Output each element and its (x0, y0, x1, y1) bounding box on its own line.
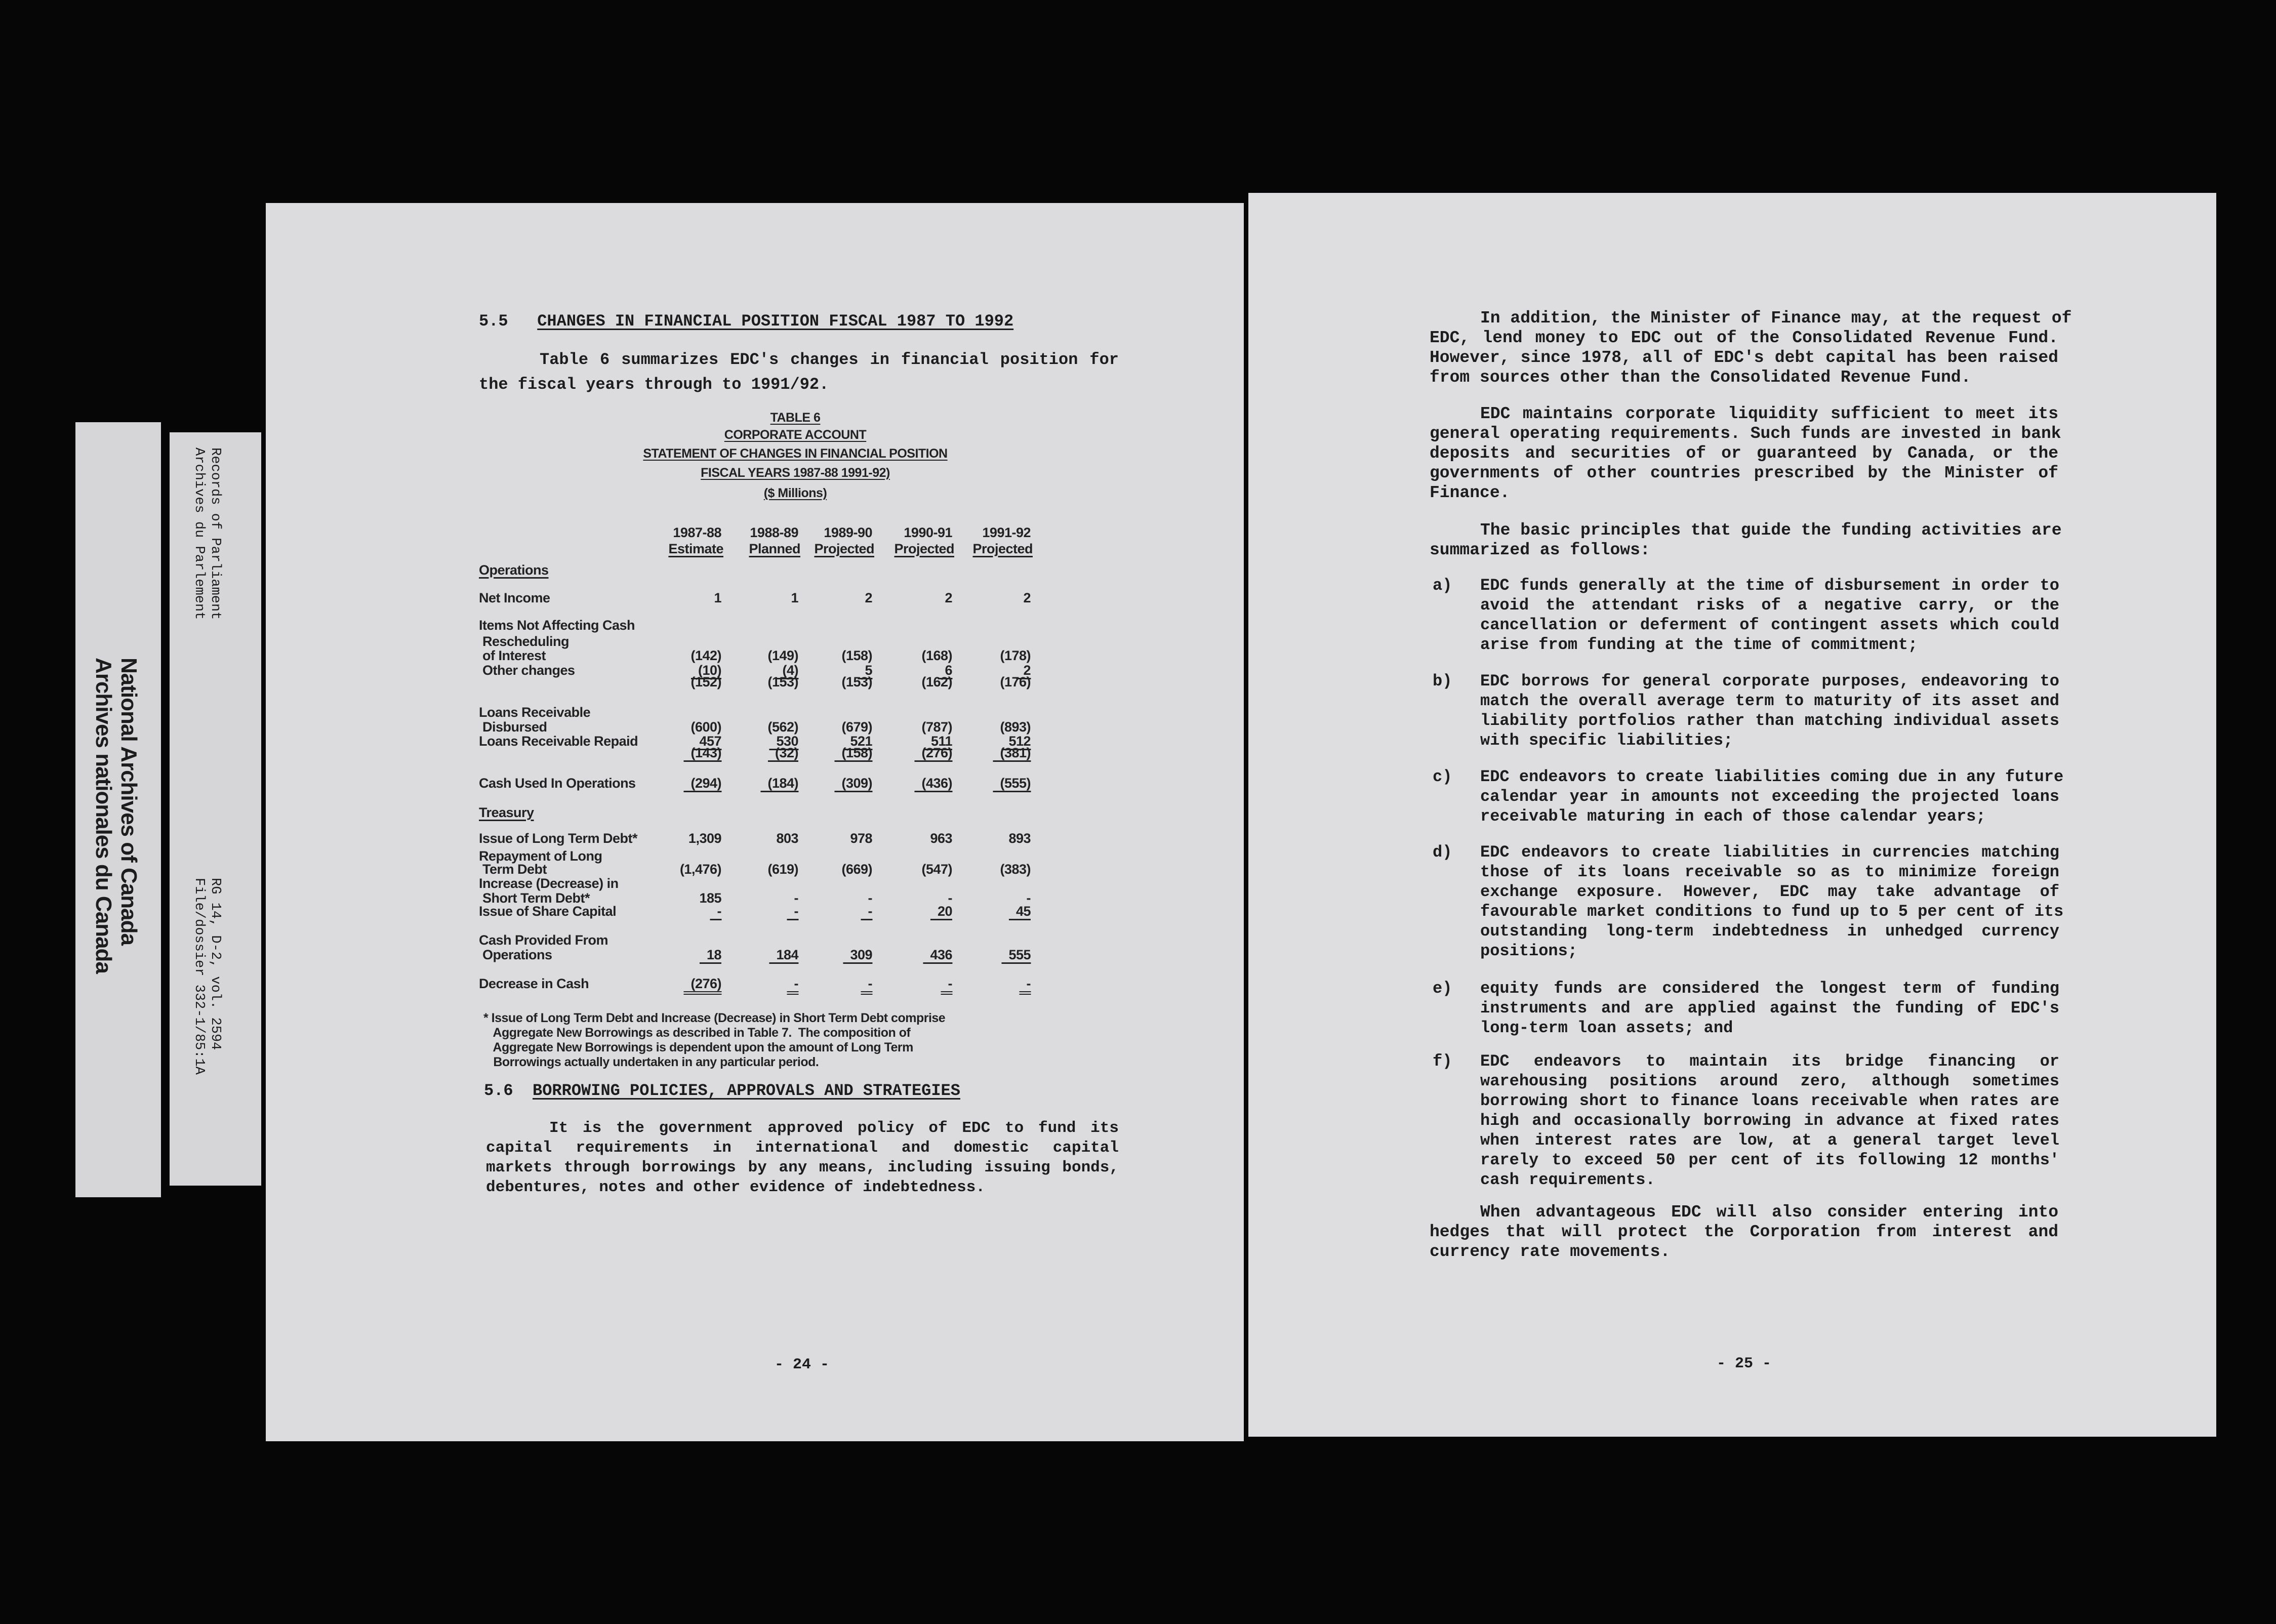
list-text (1480, 671, 2059, 750)
table-cell: 893 (1008, 831, 1031, 846)
records-en: Records of Parliament (208, 448, 223, 620)
policy-paragraph (486, 1118, 1119, 1197)
text-line: favourable market conditions to fund up to 5 per cent of its (1480, 902, 2064, 921)
table-cell: (294) (683, 776, 721, 792)
text-line: EDC funds generally at the time of disbursement in order to (1480, 576, 2059, 595)
table-title-line: CORPORATE ACCOUNT (724, 428, 867, 442)
table-cell: (152) (690, 674, 721, 689)
text-line: The basic principles that guide the funding activities are (1480, 521, 2062, 540)
text-line: long-term loan assets; and (1480, 1019, 1733, 1037)
table-row-label: Issue of Share Capital (479, 904, 617, 919)
table-cell: - (787, 904, 799, 920)
table-row-label: Issue of Long Term Debt* (479, 831, 638, 846)
table-cell: 309 (843, 947, 872, 964)
table-cell: (153) (841, 674, 872, 689)
table-row-label: Cash Used In Operations (479, 776, 636, 791)
column-status: Projected (814, 541, 874, 556)
section-title: BORROWING POLICIES, APPROVALS AND STRATEGIES (533, 1081, 960, 1100)
text-line: with specific liabilities; (1480, 731, 1733, 750)
table-cell: - (1026, 890, 1031, 906)
text-line: EDC endeavors to create liabilities in currencies matching (1480, 843, 2059, 862)
table-cell: (168) (921, 648, 952, 663)
table-row-label: of Interest (479, 648, 546, 663)
table-cell: - (861, 976, 873, 995)
column-year: 1987-88 (673, 525, 721, 540)
reference-file: File/dossier 332-1/85:1A (191, 878, 207, 1075)
text-line: cash requirements. (1480, 1170, 1655, 1189)
table-row-label: Loans Receivable (479, 705, 591, 720)
table-row-label: Items Not Affecting Cash (479, 618, 635, 633)
table-row-label: Short Term Debt* (479, 890, 590, 906)
table-cell: 2 (945, 590, 952, 605)
table-cell: (176) (1000, 674, 1031, 689)
list-marker: c) (1433, 767, 1452, 786)
table-cell: (158) (841, 648, 872, 663)
table-cell: - (794, 890, 798, 906)
table-cell: (893) (1000, 719, 1031, 735)
text-line: general operating requirements. Such funds are invested in bank (1430, 424, 2061, 443)
text-line: high and occasionally borrowing in advance at fixed rates (1480, 1111, 2059, 1130)
table-cell: (436) (914, 776, 952, 792)
table-cell: 803 (776, 831, 798, 846)
reference-label (191, 878, 223, 1075)
text-line: EDC endeavors to create liabilities coming due in any future (1480, 767, 2064, 786)
text-line: calendar year in amounts not exceeding the projected loans (1480, 787, 2059, 806)
table-row-label: Disbursed (479, 719, 547, 735)
text-line: instruments and are applied against the funding of EDC's (1480, 999, 2059, 1018)
list-text (1480, 842, 2064, 961)
page-number: - 24 - (775, 1356, 830, 1373)
text-line: Finance. (1430, 483, 1510, 502)
table-cell: (276) (914, 745, 952, 762)
table-cell: (10) (691, 663, 721, 679)
table-title-line: STATEMENT OF CHANGES IN FINANCIAL POSITION (643, 446, 948, 461)
text-line: when interest rates are low, at a general target level (1480, 1131, 2059, 1150)
table-cell: (383) (1000, 862, 1031, 877)
text-line: receivable maturing in each of those calendar years; (1480, 807, 1986, 826)
table-cell: 512 (1001, 734, 1031, 750)
table-cell: (184) (760, 776, 798, 792)
table-cell: (619) (767, 862, 798, 877)
table-cell: 511 (924, 734, 952, 750)
column-year: 1990-91 (904, 525, 952, 540)
section-number: 5.5 (479, 312, 508, 331)
table-cell: (381) (993, 745, 1031, 762)
text-line: It is the government approved policy of EDC to fund its (549, 1119, 1119, 1137)
column-status: Estimate (668, 541, 723, 556)
section-5-6-heading (484, 1081, 960, 1100)
text-line: from sources other than the Consolidated Revenue Fund. (1430, 368, 1971, 387)
text-line: hedges that will protect the Corporation from interest and (1430, 1223, 2058, 1241)
text-line: EDC, lend money to EDC out of the Consolidated Revenue Fund. (1430, 329, 2058, 347)
text-line: equity funds are considered the longest term of funding (1480, 979, 2059, 998)
text-line: warehousing positions around zero, although sometimes (1480, 1072, 2059, 1090)
text-line: In addition, the Minister of Finance may, at the request of (1480, 309, 2072, 328)
text-line: those of its loans receivable so as to minimize foreign (1480, 863, 2059, 881)
list-text (1480, 979, 2059, 1038)
page-24 (266, 203, 1244, 1441)
table-row-label: Net Income (479, 590, 550, 605)
column-status: Projected (972, 541, 1033, 556)
records-label-strip (170, 432, 261, 1186)
table-row-label: Loans Receivable Repaid (479, 734, 638, 749)
table-cell: (669) (841, 862, 872, 877)
table-cell: (158) (834, 745, 872, 762)
body-paragraph (1430, 308, 2072, 387)
body-paragraph (1430, 520, 2062, 560)
table-cell: (32) (768, 745, 798, 762)
column-status: Planned (749, 541, 800, 556)
footnote-line: * Issue of Long Term Debt and Increase (Decrease) in Short Term Debt comprise (483, 1011, 946, 1025)
table-cell: (309) (834, 776, 872, 792)
text-line: markets through borrowings by any means, including issuing bonds, (486, 1159, 1119, 1176)
text-line: summarized as follows: (1430, 541, 1650, 559)
text-line: arise from funding at the time of commitment; (1480, 635, 1918, 654)
table-cell: (153) (767, 674, 798, 689)
text-line: debentures, notes and other evidence of indebtedness. (486, 1179, 985, 1196)
table-cell: 1 (791, 590, 798, 605)
table-cell: (149) (767, 648, 798, 663)
text-line: EDC borrows for general corporate purposes, endeavoring to (1480, 672, 2059, 691)
list-text (1480, 767, 2064, 826)
table-cell: 45 (1009, 904, 1031, 920)
list-marker: d) (1433, 843, 1452, 862)
text-line: positions; (1480, 942, 1578, 960)
table-title-line: TABLE 6 (770, 411, 821, 425)
page-number: - 25 - (1717, 1355, 1772, 1372)
table-cell: (600) (690, 719, 721, 735)
table-cell: (178) (1000, 648, 1031, 663)
table-cell: 436 (923, 947, 952, 964)
table-title-line: ($ Millions) (763, 486, 827, 500)
table-row-label: Decrease in Cash (479, 976, 589, 991)
institution-fr: Archives nationales du Canada (91, 658, 116, 973)
table-cell: (1,476) (679, 862, 721, 877)
table-row-label: Repayment of Long (479, 848, 602, 864)
table-cell: (547) (921, 862, 952, 877)
body-paragraph (1430, 404, 2061, 503)
table-section-heading: Treasury (479, 805, 534, 820)
table-cell: 1 (714, 590, 721, 605)
table-cell: 184 (769, 947, 798, 964)
footnote-line: Aggregate New Borrowings is dependent upon the amount of Long Term (483, 1040, 913, 1054)
table-cell: (562) (767, 719, 798, 735)
column-year: 1989-90 (824, 525, 872, 540)
table-cell: 2 (1016, 663, 1031, 679)
table-cell: 521 (843, 734, 872, 750)
table-cell: - (941, 976, 953, 995)
table-cell: - (861, 904, 873, 920)
table-cell: - (710, 904, 722, 920)
list-marker: e) (1433, 979, 1452, 998)
text-line: When advantageous EDC will also consider entering into (1480, 1203, 2058, 1222)
table-cell: - (948, 890, 952, 906)
table-cell: - (787, 976, 799, 995)
list-text (1480, 1051, 2059, 1190)
table-row-label: Operations (479, 947, 552, 962)
text-line: borrowing short to finance loans receivable when rates are (1480, 1091, 2059, 1110)
archive-label-strip (75, 422, 161, 1197)
records-label (191, 448, 223, 620)
column-year: 1991-92 (982, 525, 1031, 540)
text-line: currency rate movements. (1430, 1242, 1671, 1261)
table-cell: (787) (921, 719, 952, 735)
text-line: match the overall average term to maturity of its asset and (1480, 692, 2059, 710)
table-footnote (483, 1012, 945, 1071)
table-cell: 963 (930, 831, 952, 846)
list-text (1480, 576, 2059, 655)
table-cell: (162) (921, 674, 952, 689)
text-line: outstanding long-term indebtedness in unhedged currency (1480, 922, 2059, 941)
table-cell: 457 (692, 734, 721, 750)
table-cell: 1,309 (688, 831, 721, 846)
table-row-label: Increase (Decrease) in (479, 876, 619, 891)
table-cell: 6 (938, 663, 952, 679)
text-line: exchange exposure. However, EDC may take advantage of (1480, 882, 2059, 901)
reference-volume: RG 14, D-2, vol. 2594 (208, 878, 223, 1050)
list-marker: a) (1433, 576, 1452, 595)
list-marker: f) (1433, 1052, 1452, 1071)
table-cell: (4) (776, 663, 799, 679)
table-cell: (679) (841, 719, 872, 735)
section-number: 5.6 (484, 1081, 513, 1100)
text-line: governments of other countries prescribed by the Minister of (1430, 464, 2058, 482)
table-cell: (276) (683, 976, 721, 995)
text-line: EDC endeavors to maintain its bridge financing or (1480, 1052, 2059, 1071)
institution-en: National Archives of Canada (116, 658, 141, 945)
table-cell: 185 (699, 890, 721, 906)
table-cell: 5 (858, 663, 872, 679)
table-row-label: Term Debt (479, 862, 547, 877)
text-line: However, since 1978, all of EDC's debt capital has been raised (1430, 348, 2058, 367)
table-section-heading: Operations (479, 562, 549, 578)
table-cell: 2 (865, 590, 872, 605)
text-line: rarely to exceed 50 per cent of its following 12 months' (1480, 1151, 2059, 1169)
text-line: cancellation or deferment of contingent assets which could (1480, 616, 2059, 634)
text-line: liability portfolios rather than matching individual assets (1480, 711, 2059, 730)
table-cell: - (868, 890, 872, 906)
list-marker: b) (1433, 672, 1452, 691)
text-line: EDC maintains corporate liquidity sufficient to meet its (1480, 404, 2058, 423)
table-cell: - (1020, 976, 1031, 995)
page-25 (1248, 193, 2216, 1437)
records-fr: Archives du Parlement (191, 448, 207, 620)
table-row-label: Cash Provided From (479, 932, 608, 948)
table-cell: 18 (700, 947, 721, 964)
table-cell: (555) (993, 776, 1031, 792)
text-line: Table 6 summarizes EDC's changes in financial position for (540, 350, 1119, 369)
column-year: 1988-89 (750, 525, 798, 540)
footnote-line: Borrowings actually undertaken in any particular period. (483, 1055, 819, 1069)
text-line: avoid the attendant risks of a negative carry, or the (1480, 596, 2059, 615)
table-row-label: Rescheduling (479, 634, 570, 649)
text-line: the fiscal years through to 1991/92. (479, 375, 829, 394)
table-cell: 530 (769, 734, 798, 750)
text-line: deposits and securities of or guaranteed by Canada, or the (1430, 444, 2058, 463)
table-cell: 20 (930, 904, 952, 920)
table-6 (266, 203, 1244, 1441)
table-cell: 2 (1023, 590, 1031, 605)
table-row-label: Other changes (479, 663, 575, 678)
closing-paragraph (1430, 1202, 2058, 1262)
table-cell: 978 (850, 831, 872, 846)
text-line: capital requirements in international and domestic capital (486, 1139, 1119, 1157)
column-status: Projected (894, 541, 954, 556)
archive-institution-label (91, 658, 141, 973)
table-title-line: FISCAL YEARS 1987-88 1991-92) (701, 466, 890, 480)
table-cell: 555 (1001, 947, 1031, 964)
section-title: CHANGES IN FINANCIAL POSITION FISCAL 1987 TO 1992 (537, 312, 1014, 331)
footnote-line: Aggregate New Borrowings as described in Table 7. The composition of (483, 1026, 911, 1040)
table-cell: (142) (690, 648, 721, 663)
table-cell: (143) (683, 745, 721, 762)
